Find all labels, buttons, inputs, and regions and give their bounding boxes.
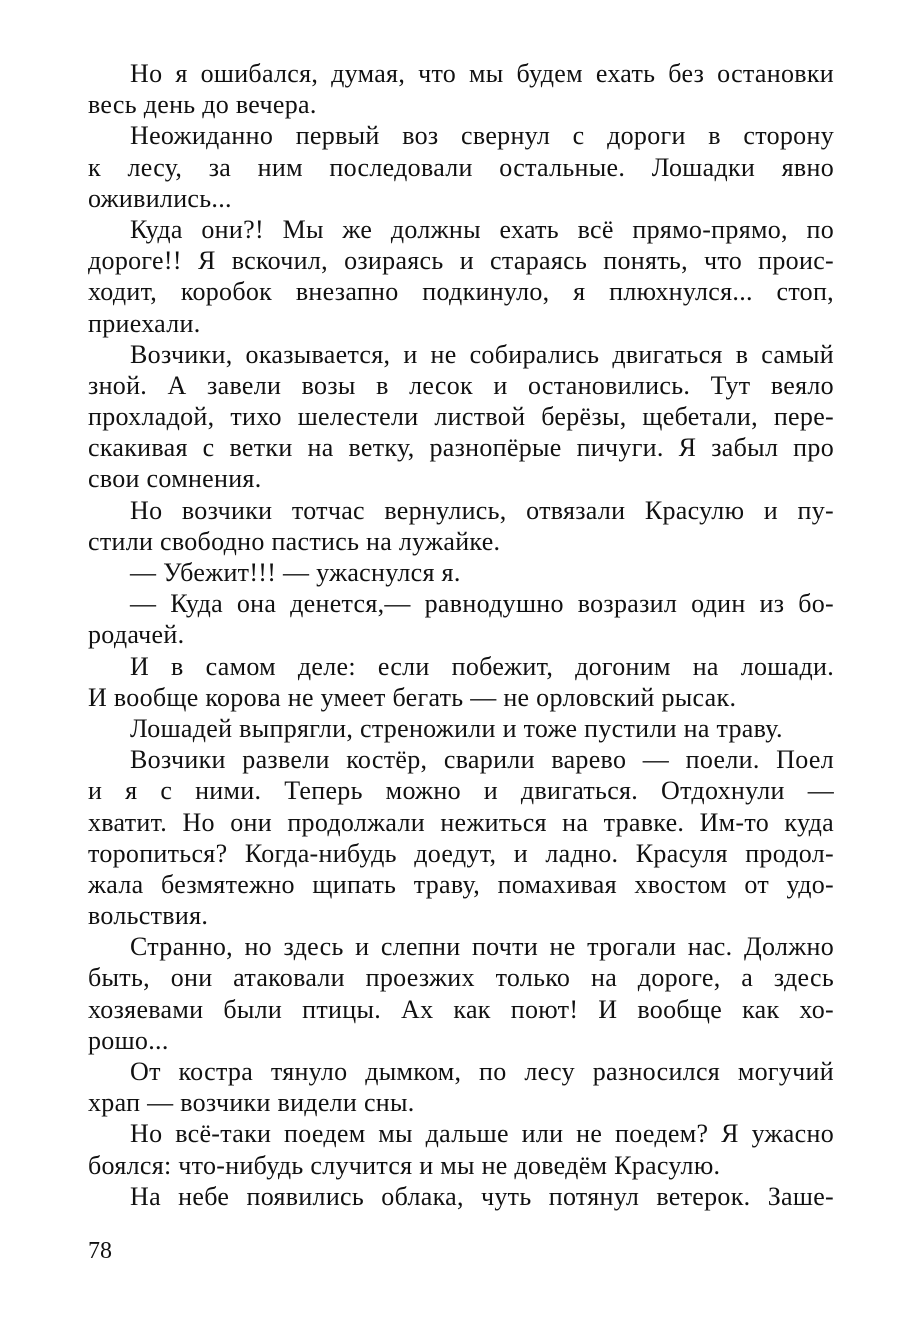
text-line: боялся: что-нибудь случится и мы не доведём Красулю.	[88, 1150, 721, 1180]
text-column	[88, 58, 834, 1212]
text-line: оживились...	[88, 183, 232, 213]
text-line: Возчики, оказывается, и не собирались двигаться в самый	[130, 339, 834, 369]
text-line: Странно, но здесь и слепни почти не трогали нас. Должно	[130, 932, 834, 962]
text-line: На небе появились облака, чуть потянул ветерок. Заше-	[130, 1181, 834, 1211]
text-line: — Убежит!!! — ужаснулся я.	[130, 558, 461, 587]
text-line: Возчики развели костёр, сварили варево — поели. Поел	[130, 745, 834, 775]
text-line: к лесу, за ним последовали остальные. Лошадки явно	[88, 152, 834, 182]
text-line: свои сомнения.	[88, 464, 262, 494]
text-line: торопиться? Когда-нибудь доедут, и ладно. Красуля продол-	[88, 838, 834, 868]
text-line: родачей.	[88, 620, 185, 650]
text-line: дороге!! Я вскочил, озираясь и стараясь понять, что проис-	[88, 246, 834, 276]
text-line: зной. А завели возы в лесок и остановились. Тут веяло	[88, 370, 834, 400]
text-line: хозяевами были птицы. Ах как поют! И вообще как хо-	[88, 994, 834, 1024]
text-line: — Куда она денется,— равнодушно возразил один из бо-	[130, 589, 834, 619]
text-line: вольствия.	[88, 901, 209, 931]
page-number: 78	[88, 1238, 112, 1264]
text-line: жала безмятежно щипать траву, помахивая хвостом от удо-	[88, 869, 834, 899]
text-line: ходит, коробок внезапно подкинуло, я плюхнулся... стоп,	[88, 277, 834, 307]
text-line: Но я ошибался, думая, что мы будем ехать без остановки	[130, 59, 834, 88]
text-line: скакивая с ветки на ветку, разнопёрые пичуги. Я забыл про	[88, 433, 834, 463]
text-line: От костра тянуло дымком, по лесу разносился могучий	[130, 1057, 834, 1086]
text-line: рошо...	[88, 1025, 169, 1055]
text-line: И в самом деле: если побежит, догоним на лошади.	[130, 651, 834, 681]
text-line: и я с ними. Теперь можно и двигаться. Отдохнули —	[88, 776, 834, 806]
text-line: Куда они?! Мы же должны ехать всё прямо-прямо, по	[130, 214, 834, 244]
text-line: И вообще корова не умеет бегать — не орловский рысак.	[88, 682, 737, 712]
text-line: прохладой, тихо шелестели листвой берёзы, щебетали, пере-	[88, 402, 834, 432]
text-line: Но возчики тотчас вернулись, отвязали Красулю и пу-	[130, 495, 834, 525]
text-line: быть, они атаковали проезжих только на дороге, а здесь	[88, 963, 834, 993]
text-line: храп — возчики видели сны.	[88, 1088, 415, 1118]
text-line: Но всё-таки поедем мы дальше или не поедем? Я ужасно	[130, 1119, 834, 1149]
text-line: стили свободно пастись на лужайке.	[88, 526, 501, 556]
text-line: хватит. Но они продолжали нежиться на травке. Им-то куда	[88, 807, 834, 837]
text-line: весь день до вечера.	[88, 90, 317, 120]
text-line: Неожиданно первый воз свернул с дороги в сторону	[130, 121, 834, 151]
text-line: приехали.	[88, 308, 201, 338]
text-line: Лошадей выпрягли, стреножили и тоже пустили на траву.	[130, 713, 783, 743]
